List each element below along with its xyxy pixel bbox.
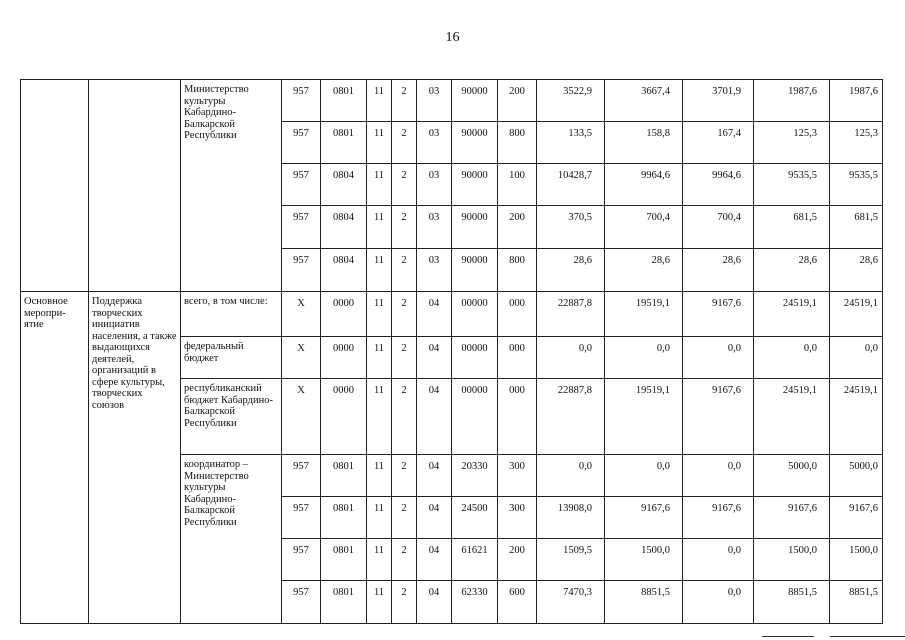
rz-pr-code: 0801 — [321, 539, 367, 581]
vr-code: 300 — [498, 455, 537, 497]
rz-pr-code: 0000 — [321, 337, 367, 379]
value-year-3: 167,4 — [683, 122, 754, 164]
rz-pr-code: 0801 — [321, 455, 367, 497]
value-year-5: 1500,0 — [830, 539, 883, 581]
value-year-4: 8851,5 — [754, 581, 830, 624]
rz-pr-code: 0801 — [321, 80, 367, 122]
table-row — [21, 292, 883, 337]
vr-code: 000 — [498, 292, 537, 337]
direction-code: 62330 — [452, 581, 498, 624]
executor-cell: Министерство культуры Кабардино-Балкарской Республики — [181, 80, 282, 292]
value-year-1: 22887,8 — [537, 379, 605, 455]
value-year-2: 19519,1 — [605, 379, 683, 455]
value-year-1: 133,5 — [537, 122, 605, 164]
empty-status-cell — [21, 80, 89, 292]
activity-code: 04 — [417, 497, 452, 539]
value-year-5: 125,3 — [830, 122, 883, 164]
funding-source-cell: федеральный бюджет — [181, 337, 282, 379]
value-year-4: 24519,1 — [754, 379, 830, 455]
value-year-1: 22887,8 — [537, 292, 605, 337]
gr-code: 957 — [282, 581, 321, 624]
value-year-5: 9167,6 — [830, 497, 883, 539]
value-year-4: 1500,0 — [754, 539, 830, 581]
table-row — [21, 80, 883, 122]
value-year-3: 0,0 — [683, 337, 754, 379]
value-year-5: 1987,6 — [830, 80, 883, 122]
direction-code: 00000 — [452, 292, 498, 337]
program-code: 11 — [367, 122, 392, 164]
vr-code: 100 — [498, 164, 537, 206]
value-year-5: 9535,5 — [830, 164, 883, 206]
coordinator-cell: координатор – Министерство культуры Кабардино-Балкарской Республики — [181, 455, 282, 624]
vr-code: 200 — [498, 539, 537, 581]
direction-code: 90000 — [452, 80, 498, 122]
funding-source-cell: республиканский бюджет Кабардино-Балкарской Республики — [181, 379, 282, 455]
value-year-5: 681,5 — [830, 206, 883, 249]
activity-code: 04 — [417, 292, 452, 337]
value-year-3: 0,0 — [683, 539, 754, 581]
rz-pr-code: 0804 — [321, 206, 367, 249]
empty-name-cell — [89, 80, 181, 292]
budget-table — [20, 79, 883, 624]
program-code: 11 — [367, 455, 392, 497]
value-year-1: 10428,7 — [537, 164, 605, 206]
vr-code: 000 — [498, 379, 537, 455]
value-year-2: 700,4 — [605, 206, 683, 249]
program-code: 11 — [367, 164, 392, 206]
program-code: 11 — [367, 379, 392, 455]
subprogram-code: 2 — [392, 497, 417, 539]
subprogram-code: 2 — [392, 337, 417, 379]
value-year-2: 3667,4 — [605, 80, 683, 122]
program-code: 11 — [367, 337, 392, 379]
value-year-3: 3701,9 — [683, 80, 754, 122]
value-year-5: 0,0 — [830, 337, 883, 379]
subprogram-code: 2 — [392, 581, 417, 624]
value-year-4: 9535,5 — [754, 164, 830, 206]
subprogram-code: 2 — [392, 206, 417, 249]
subprogram-code: 2 — [392, 455, 417, 497]
value-year-4: 0,0 — [754, 337, 830, 379]
gr-code: X — [282, 292, 321, 337]
gr-code: X — [282, 379, 321, 455]
gr-code: 957 — [282, 497, 321, 539]
value-year-3: 0,0 — [683, 455, 754, 497]
value-year-2: 158,8 — [605, 122, 683, 164]
value-year-1: 370,5 — [537, 206, 605, 249]
subprogram-code: 2 — [392, 80, 417, 122]
program-code: 11 — [367, 292, 392, 337]
value-year-2: 9964,6 — [605, 164, 683, 206]
gr-code: 957 — [282, 164, 321, 206]
vr-code: 000 — [498, 337, 537, 379]
value-year-4: 28,6 — [754, 249, 830, 292]
value-year-1: 7470,3 — [537, 581, 605, 624]
vr-code: 200 — [498, 206, 537, 249]
direction-code: 00000 — [452, 379, 498, 455]
program-code: 11 — [367, 539, 392, 581]
rz-pr-code: 0804 — [321, 249, 367, 292]
value-year-1: 0,0 — [537, 455, 605, 497]
value-year-2: 0,0 — [605, 337, 683, 379]
gr-code: 957 — [282, 249, 321, 292]
vr-code: 300 — [498, 497, 537, 539]
value-year-2: 19519,1 — [605, 292, 683, 337]
value-year-3: 9964,6 — [683, 164, 754, 206]
activity-code: 04 — [417, 455, 452, 497]
direction-code: 90000 — [452, 164, 498, 206]
value-year-3: 9167,6 — [683, 497, 754, 539]
page-number: 16 — [445, 30, 460, 45]
gr-code: 957 — [282, 455, 321, 497]
gr-code: 957 — [282, 122, 321, 164]
program-code: 11 — [367, 497, 392, 539]
activity-code: 03 — [417, 164, 452, 206]
direction-code: 00000 — [452, 337, 498, 379]
program-code: 11 — [367, 581, 392, 624]
value-year-3: 28,6 — [683, 249, 754, 292]
subprogram-code: 2 — [392, 539, 417, 581]
value-year-4: 125,3 — [754, 122, 830, 164]
gr-code: X — [282, 337, 321, 379]
value-year-3: 0,0 — [683, 581, 754, 624]
value-year-4: 9167,6 — [754, 497, 830, 539]
program-code: 11 — [367, 249, 392, 292]
value-year-1: 0,0 — [537, 337, 605, 379]
direction-code: 61621 — [452, 539, 498, 581]
subprogram-code: 2 — [392, 249, 417, 292]
value-year-5: 24519,1 — [830, 379, 883, 455]
rz-pr-code: 0804 — [321, 164, 367, 206]
subprogram-code: 2 — [392, 292, 417, 337]
direction-code: 24500 — [452, 497, 498, 539]
subprogram-code: 2 — [392, 122, 417, 164]
value-year-4: 5000,0 — [754, 455, 830, 497]
value-year-5: 8851,5 — [830, 581, 883, 624]
activity-code: 03 — [417, 122, 452, 164]
direction-code: 90000 — [452, 249, 498, 292]
value-year-2: 1500,0 — [605, 539, 683, 581]
gr-code: 957 — [282, 206, 321, 249]
value-year-2: 28,6 — [605, 249, 683, 292]
value-year-5: 28,6 — [830, 249, 883, 292]
value-year-5: 24519,1 — [830, 292, 883, 337]
bottom-edge-lines — [762, 636, 905, 638]
value-year-4: 1987,6 — [754, 80, 830, 122]
rz-pr-code: 0801 — [321, 581, 367, 624]
funding-source-cell: всего, в том числе: — [181, 292, 282, 337]
program-code: 11 — [367, 206, 392, 249]
rz-pr-code: 0000 — [321, 379, 367, 455]
value-year-4: 681,5 — [754, 206, 830, 249]
vr-code: 600 — [498, 581, 537, 624]
value-year-3: 9167,6 — [683, 379, 754, 455]
program-code: 11 — [367, 80, 392, 122]
value-year-5: 5000,0 — [830, 455, 883, 497]
value-year-3: 9167,6 — [683, 292, 754, 337]
rz-pr-code: 0000 — [321, 292, 367, 337]
activity-code: 04 — [417, 539, 452, 581]
value-year-2: 0,0 — [605, 455, 683, 497]
value-year-2: 9167,6 — [605, 497, 683, 539]
subprogram-code: 2 — [392, 164, 417, 206]
value-year-3: 700,4 — [683, 206, 754, 249]
value-year-1: 28,6 — [537, 249, 605, 292]
activity-code: 03 — [417, 206, 452, 249]
vr-code: 800 — [498, 249, 537, 292]
direction-code: 90000 — [452, 122, 498, 164]
gr-code: 957 — [282, 539, 321, 581]
rz-pr-code: 0801 — [321, 122, 367, 164]
activity-code: 04 — [417, 337, 452, 379]
value-year-4: 24519,1 — [754, 292, 830, 337]
value-year-1: 13908,0 — [537, 497, 605, 539]
gr-code: 957 — [282, 80, 321, 122]
subprogram-code: 2 — [392, 379, 417, 455]
rz-pr-code: 0801 — [321, 497, 367, 539]
activity-status-cell: Основное меропри-ятие — [21, 292, 89, 624]
activity-code: 04 — [417, 581, 452, 624]
activity-code: 04 — [417, 379, 452, 455]
activity-code: 03 — [417, 80, 452, 122]
activity-name-cell: Поддержка творческих инициатив населения, а также выдающихся деятелей, организаций в сфере культуры, творческих союзов — [89, 292, 181, 624]
value-year-1: 3522,9 — [537, 80, 605, 122]
vr-code: 200 — [498, 80, 537, 122]
direction-code: 20330 — [452, 455, 498, 497]
activity-code: 03 — [417, 249, 452, 292]
value-year-2: 8851,5 — [605, 581, 683, 624]
vr-code: 800 — [498, 122, 537, 164]
direction-code: 90000 — [452, 206, 498, 249]
value-year-1: 1509,5 — [537, 539, 605, 581]
